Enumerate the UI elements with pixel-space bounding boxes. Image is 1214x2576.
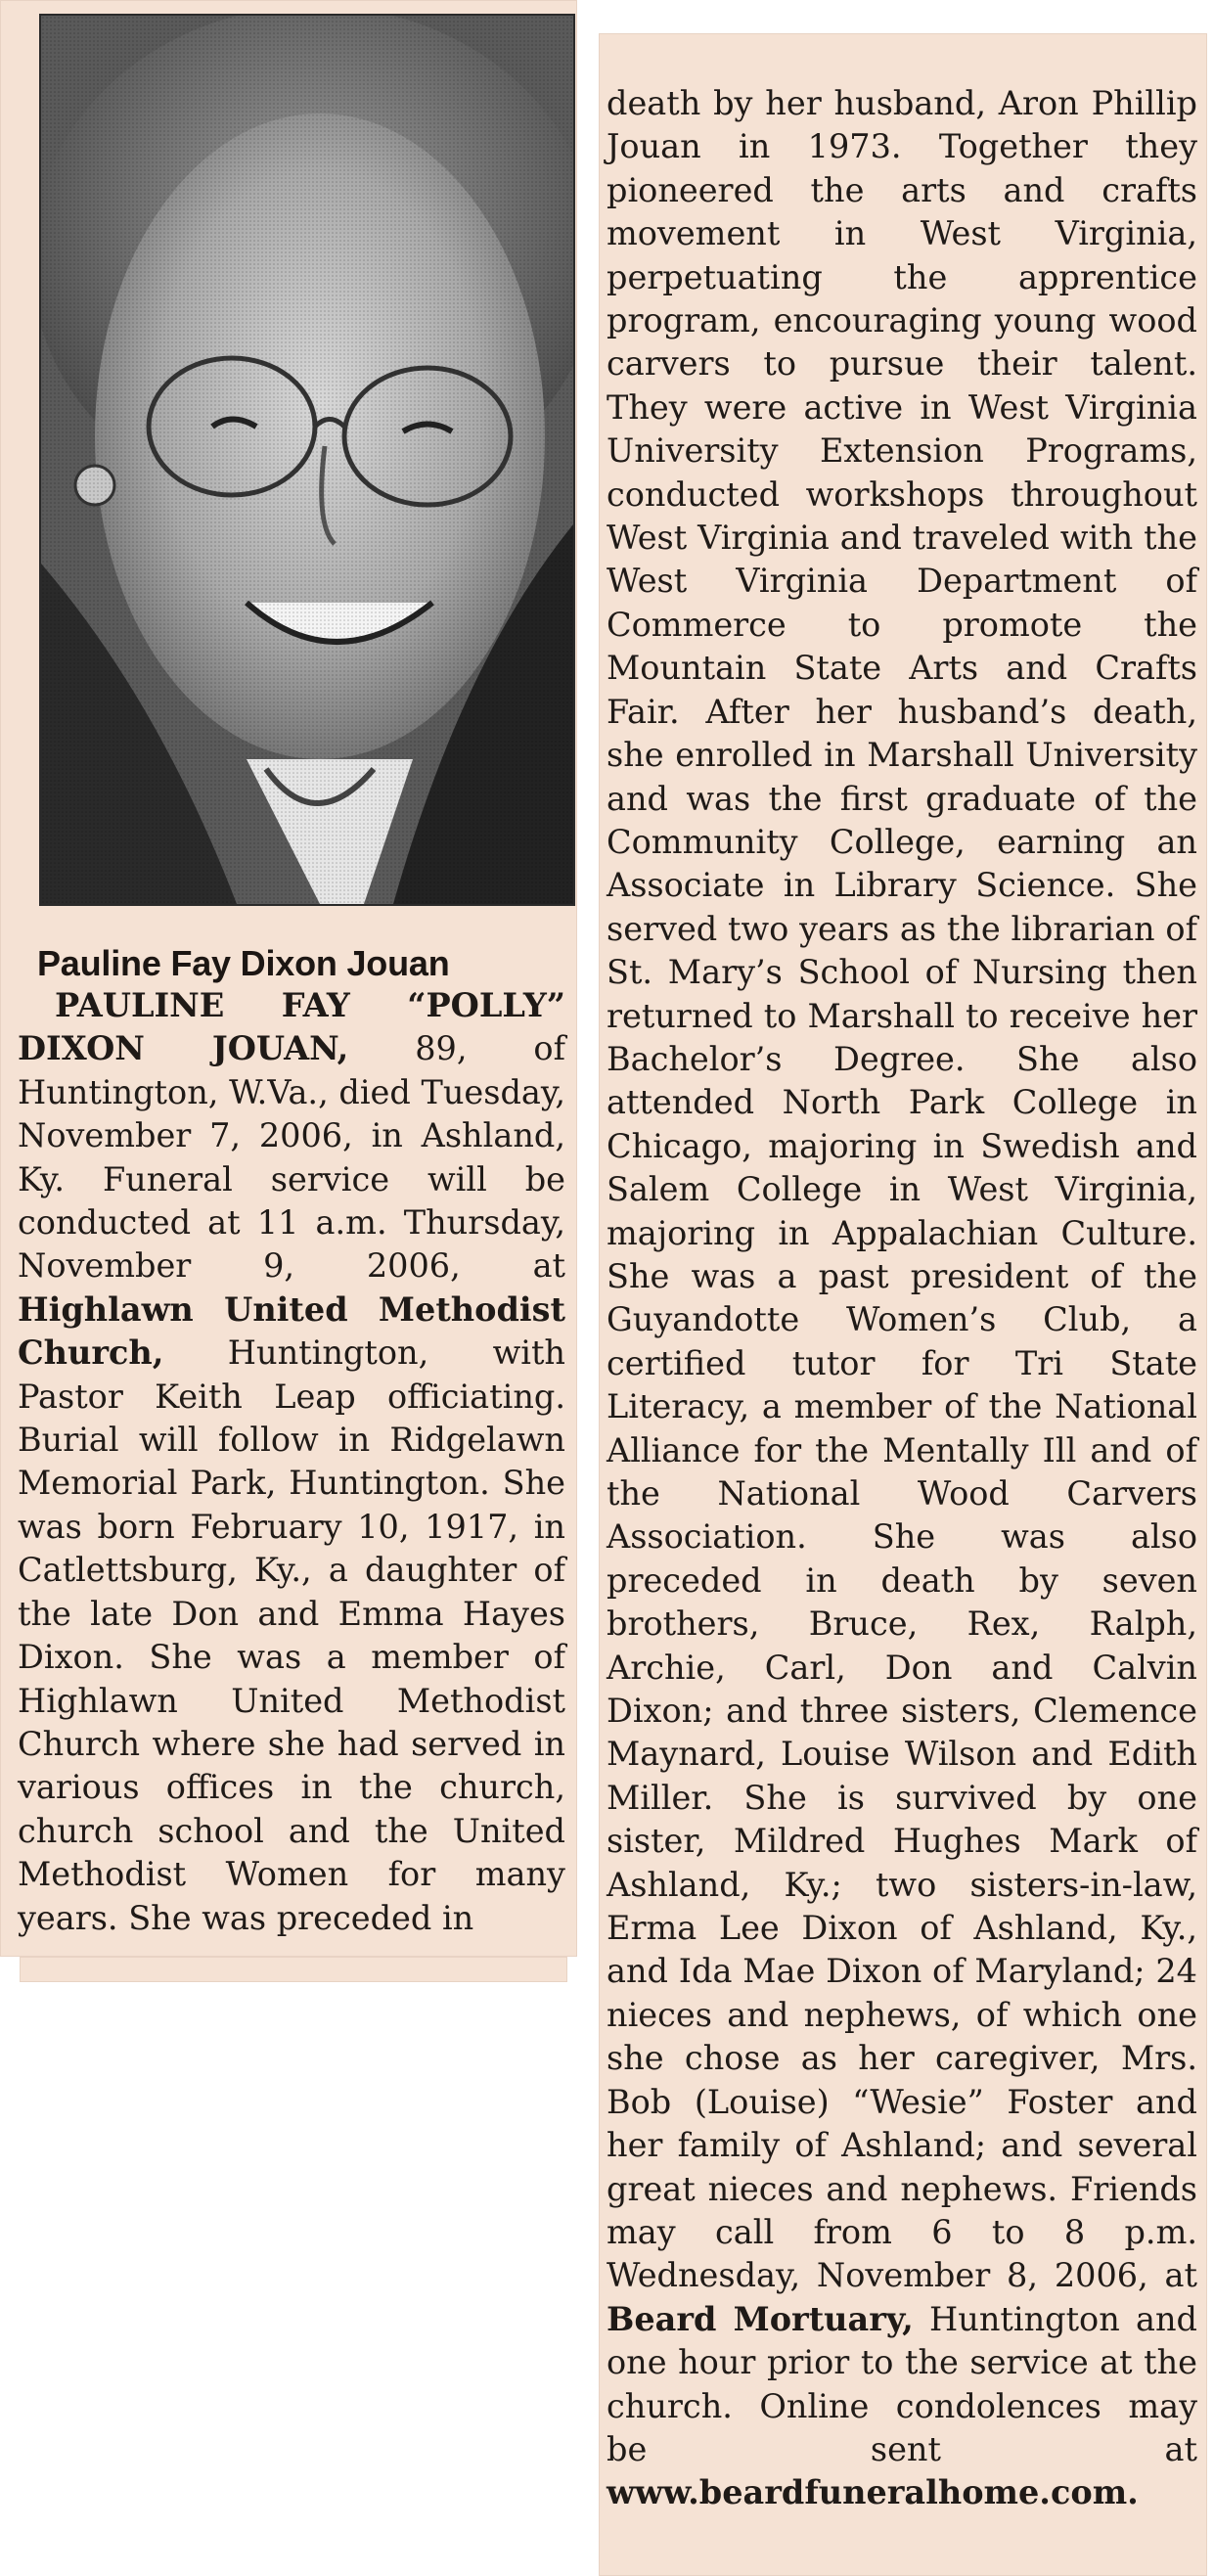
portrait-photo xyxy=(39,14,575,906)
church-name: Highlawn United Methodist Church, xyxy=(18,1289,565,1373)
obituary-name-heading: Pauline Fay Dixon Jouan xyxy=(37,943,450,983)
obituary-text-part1: 89, of Huntington, W.Va., died Tuesday, November 7, 2006, in Ashland, Ky. Funeral service will be conducted at 11 a.m. Thursday, November 9, 2006, at xyxy=(18,1029,565,1286)
obituary-text-part2: Huntington, with Pastor Keith Leap officiating. Burial will follow in Ridgelawn Memorial Park, Huntington. She was born February 10, 1917, in Catlettsburg, Ky., a daughter of the late Don and Emma Hayes Dixon. She was a member of Highlawn United Methodist Church where she had served in various offices in the church, church school and the United Methodist Women for many years. She was preceded in xyxy=(18,1333,565,1937)
obituary-text-part4: Huntington and one hour prior to the service at the church. Online condolences may be sent at xyxy=(607,2299,1198,2468)
obituary-text-column-left xyxy=(18,984,565,1940)
obituary-text-part3: death by her husband, Aron Phillip Jouan in 1973. Together they pioneered the arts and crafts movement in West Virginia, perpetuating the apprentice program, encouraging young wood carvers to pursue their talent. They were active in West Virginia University Extension Programs, conducted workshops throughout West Virginia and traveled with the West Virginia Department of Commerce to promote the Mountain State Arts and Crafts Fair. After her husband’s death, she enrolled in Marshall University and was the first graduate of the Community College, earning an Associate in Library Science. She served two years as the librarian of St. Mary’s School of Nursing then returned to Marshall to receive her Bachelor’s Degree. She also attended North Park College in Chicago, majoring in Swedish and Salem College in West Virginia, majoring in Appalachian Culture. She was a past president of the Guyandotte Women’s Club, a certified tutor for Tri State Literacy, a member of the National Alliance for the Mentally Ill and of the National Wood Carvers Association. She was also preceded in death by seven brothers, Bruce, Rex, Ralph, Archie, Carl, Don and Calvin Dixon; and three sisters, Clemence Maynard, Louise Wilson and Edith Miller. She is survived by one sister, Mildred Hughes Mark of Ashland, Ky.; two sisters-in-law, Erma Lee Dixon of Ashland, Ky., and Ida Mae Dixon of Maryland; 24 nieces and nephews, of which one she chose as her caregiver, Mrs. Bob (Louise) “Wesie” Foster and her family of Ashland; and several great nieces and nephews. Friends may call from 6 to 8 p.m. Wednesday, November 8, 2006, at xyxy=(607,84,1197,2295)
left-clipping-tail xyxy=(20,1957,567,1982)
portrait-illustration xyxy=(41,16,573,904)
full-name: PAULINE FAY “POLLY” DIXON JOUAN, xyxy=(18,986,565,1068)
obituary-text-column-right xyxy=(607,82,1197,2515)
website-url: www.beardfuneralhome.com. xyxy=(607,2473,1139,2512)
mortuary-name: Beard Mortuary, xyxy=(607,2299,914,2338)
